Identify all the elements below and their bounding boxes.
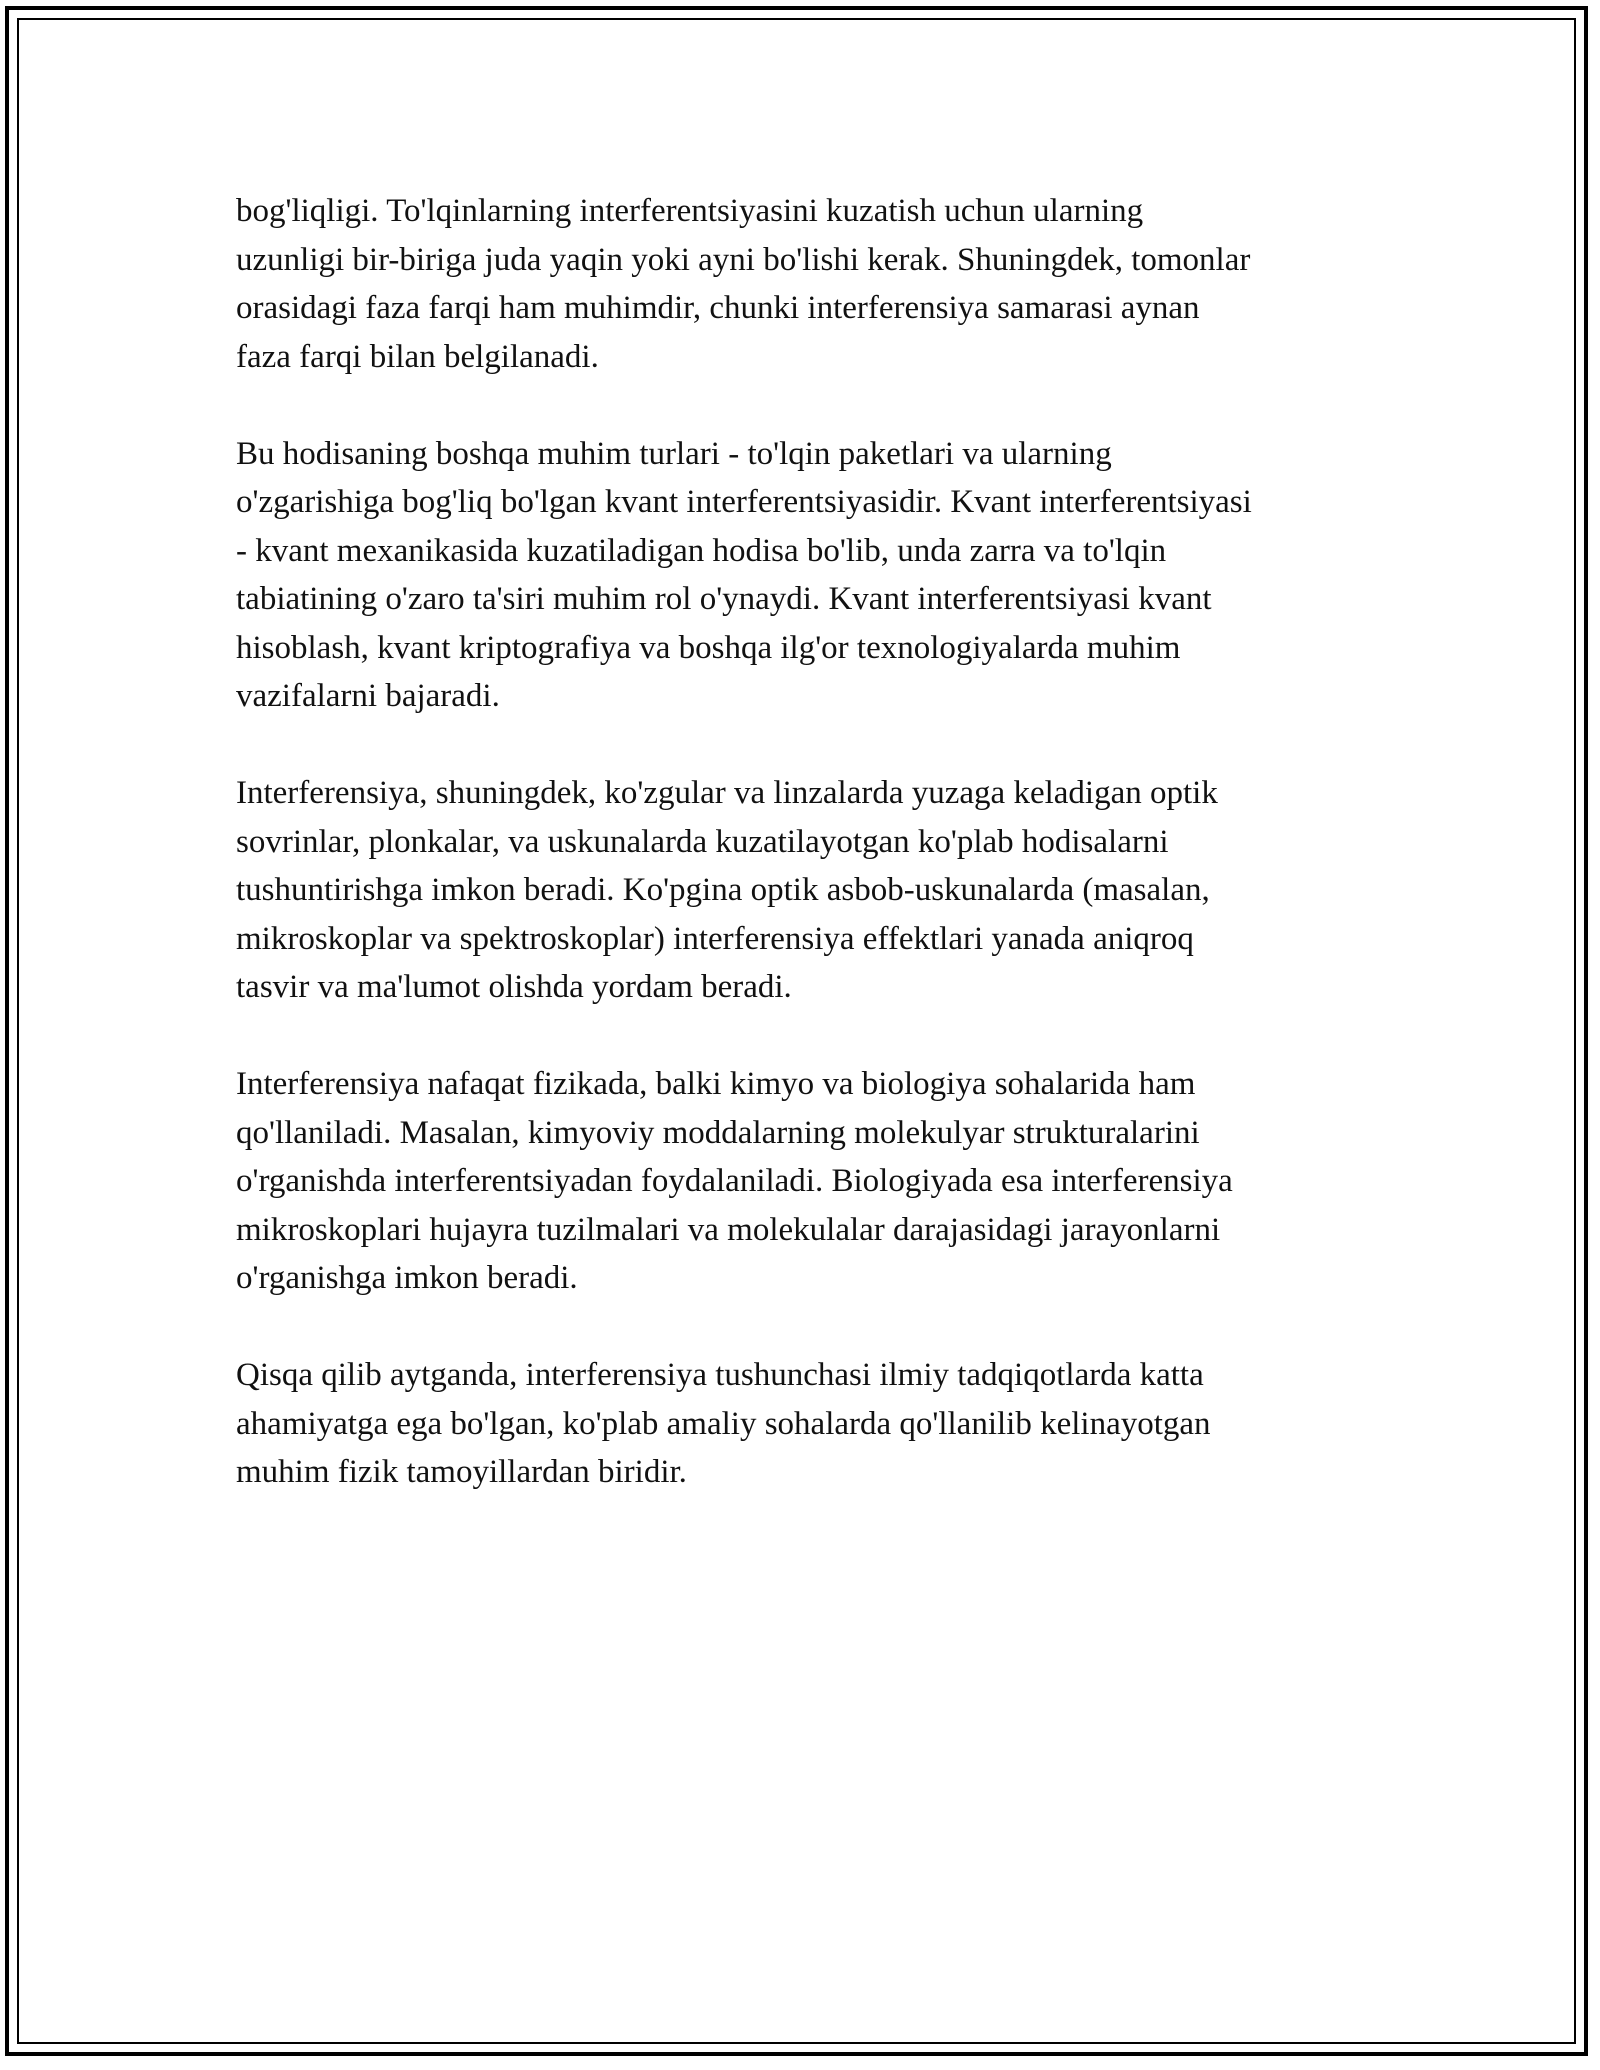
document-body	[236, 187, 1376, 1545]
paragraph-chemistry-biology-applications: Interferensiya nafaqat fizikada, balki kimyo va biologiya sohalarida ham qo'llaniladi. Masalan, kimyoviy moddalarning molekulyar strukturalarini o'rganishda interferentsiyadan foydalaniladi. Biologiyada esa interferensiya mikroskoplari hujayra tuzilmalari va molekulalar darajasidagi jarayonlarni o'rganishga imkon beradi.	[236, 1066, 1233, 1296]
paragraph-optical-interference: Interferensiya, shuningdek, ko'zgular va linzalarda yuzaga keladigan optik sovrinlar, plonkalar, va uskunalarda kuzatilayotgan ko'plab hodisalarni tushuntirishga imkon beradi. Ko'pgina optik asbob-uskunalarda (masalan, mikroskoplar va spektroskoplar) interferensiya effektlari yanada aniqroq tasvir va ma'lumot olishda yordam beradi.	[236, 775, 1218, 1005]
paragraph-quantum-interference: Bu hodisaning boshqa muhim turlari - to'lqin paketlari va ularning o'zgarishiga bog'liq bo'lgan kvant interferentsiyasidir. Kvant interferentsiyasi - kvant mexanikasida kuzatiladigan hodisa bo'lib, unda zarra va to'lqin tabiatining o'zaro ta'siri muhim rol o'ynaydi. Kvant interferentsiyasi kvant hisoblash, kvant kriptografiya va boshqa ilg'or texnologiyalarda muhim vazifalarni bajaradi.	[236, 435, 1252, 714]
paragraph-wave-interference-conditions: bog'liqligi. To'lqinlarning interferentsiyasini kuzatish uchun ularning uzunligi bir-biriga juda yaqin yoki ayni bo'lishi kerak. Shuningdek, tomonlar orasidagi faza farqi ham muhimdir, chunki interferensiya samarasi aynan faza farqi bilan belgilanadi.	[236, 193, 1251, 375]
paragraph-conclusion: Qisqa qilib aytganda, interferensiya tushunchasi ilmiy tadqiqotlarda katta ahamiyatga ega bo'lgan, ko'plab amaliy sohalarda qo'llanilib kelinayotgan muhim fizik tamoyillardan biridir.	[236, 1357, 1211, 1490]
